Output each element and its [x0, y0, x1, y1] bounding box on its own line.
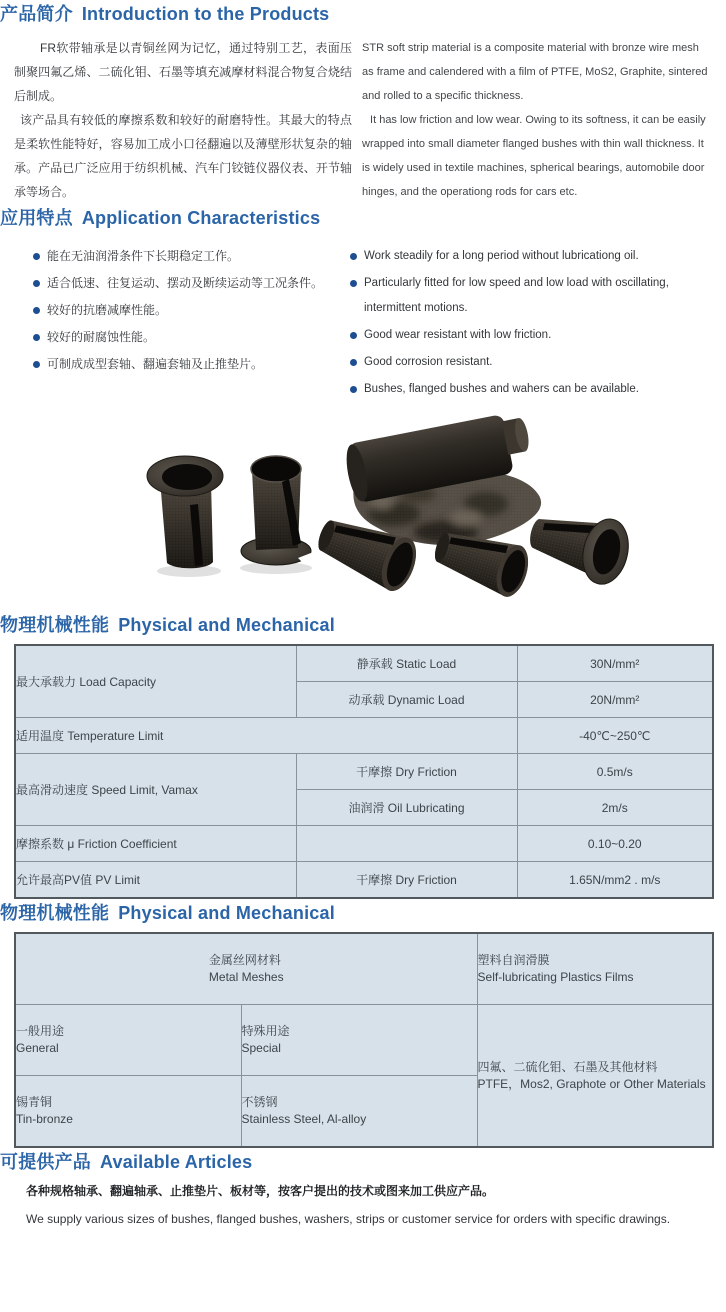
- cell-static-load-value: 30N/mm²: [517, 645, 713, 682]
- cell-film-materials: [477, 1005, 713, 1148]
- film-materials-zh: 四氟、二硫化钼、石墨及其他材料: [477, 1059, 658, 1074]
- bullet-text: 适合低速、往复运动、摆动及断续运动等工况条件。: [47, 276, 324, 290]
- list-item: [33, 271, 350, 296]
- list-item: [33, 298, 350, 323]
- film-materials-en: PTFE，Mos2, Graphote or Other Materials: [477, 1076, 706, 1091]
- heading-en: Physical and Mechanical: [118, 903, 335, 923]
- cell-friction-coefficient-label: 摩擦系数 μ Friction Coefficient: [15, 826, 296, 862]
- section-heading-application: [0, 204, 726, 230]
- cell-temperature-value: -40℃~250℃: [517, 718, 713, 754]
- cell-oil-lubricating-value: 2m/s: [517, 790, 713, 826]
- intro-paragraph-zh-2: 该产品具有较低的摩擦系数和较好的耐磨特性。其最大的特点是柔软性能特好，容易加工成小口径翻遍以及薄壁形状复杂的轴承。产品已广泛应用于纺织机械、汽车门铰链仪器仪表、开节轴承等场合。: [14, 113, 353, 199]
- table-row: [15, 754, 713, 790]
- product-photo-illustration: [14, 410, 712, 606]
- list-item: [33, 352, 350, 377]
- list-item: [350, 350, 705, 375]
- bullet-text: Good wear resistant with low friction.: [364, 329, 552, 341]
- intro-paragraph-zh-1: FR软带轴承是以青铜丝网为记忆，通过特别工艺，表面压制聚四氟乙烯、二硫化钼、石墨等填充减摩材料混合物复合烧结后制成。: [14, 41, 353, 103]
- bullet-list-zh: [33, 244, 350, 377]
- heading-zh: 可提供产品: [0, 1152, 91, 1172]
- stainless-steel-en: Stainless Steel, Al-alloy: [241, 1112, 367, 1126]
- heading-en: Physical and Mechanical: [118, 615, 335, 635]
- bullets-chinese: [14, 244, 350, 404]
- heading-zh: 物理机械性能: [0, 903, 110, 923]
- table-row: [15, 645, 713, 682]
- table-row: [15, 933, 713, 1005]
- list-item: [350, 377, 705, 402]
- general-zh: 一般用途: [16, 1024, 65, 1038]
- bullet-icon: [350, 359, 357, 366]
- cell-dry-friction-value: 0.5m/s: [517, 754, 713, 790]
- available-line-en: We supply various sizes of bushes, flanged bushes, washers, strips or customer service for orders with specific drawings.: [26, 1212, 671, 1226]
- table-row: [15, 1005, 713, 1076]
- cell-tin-bronze: [15, 1076, 241, 1148]
- cell-dry-friction-label: 干摩擦 Dry Friction: [296, 754, 517, 790]
- strip-roll: [342, 410, 541, 545]
- bullet-text: Good corrosion resistant.: [364, 356, 493, 368]
- flanged-bush-lying-3: [523, 502, 634, 589]
- application-columns: [14, 244, 712, 404]
- intro-paragraph-en-1: STR soft strip material is a composite material with bronze wire mesh as frame and calendered with a film of PTFE, MoS2, Graphite, sintered and rolled to a specific thickness.: [362, 42, 708, 102]
- general-en: General: [16, 1041, 59, 1055]
- cell-plastics-films-header: [477, 933, 713, 1005]
- bullet-text: 较好的耐腐蚀性能。: [47, 330, 156, 344]
- cell-dynamic-load-value: 20N/mm²: [517, 682, 713, 718]
- heading-en: Available Articles: [100, 1152, 253, 1172]
- bullet-text: 能在无油润滑条件下长期稳定工作。: [47, 249, 240, 263]
- intro-column-english: [362, 36, 712, 204]
- heading-zh: 应用特点: [0, 208, 73, 228]
- table-row: [15, 862, 713, 899]
- cell-dynamic-load-label: 动承载 Dynamic Load: [296, 682, 517, 718]
- bullet-icon: [350, 280, 357, 287]
- table-row: [15, 826, 713, 862]
- materials-table: [14, 932, 714, 1148]
- cell-pv-limit-label: 允许最高PV值 PV Limit: [15, 862, 296, 899]
- list-item: [33, 244, 350, 269]
- list-item: [350, 244, 705, 269]
- metal-meshes-zh: 金属丝网材料: [208, 953, 281, 967]
- bullet-text: 较好的抗磨减摩性能。: [47, 303, 168, 317]
- cell-static-load-label: 静承载 Static Load: [296, 645, 517, 682]
- heading-zh: 产品简介: [0, 4, 73, 24]
- list-item: [350, 323, 705, 348]
- bullet-text: 可制成成型套轴、翻遍套轴及止推垫片。: [47, 357, 264, 371]
- heading-en: Introduction to the Products: [81, 4, 330, 24]
- product-photo: [14, 410, 726, 611]
- bullet-icon: [33, 253, 40, 260]
- cell-friction-coefficient-value: 0.10~0.20: [517, 826, 713, 862]
- section-heading-available: [0, 1148, 726, 1174]
- bullet-icon: [33, 334, 40, 341]
- cell-temperature-label: 适用温度 Temperature Limit: [15, 718, 517, 754]
- heading-zh: 物理机械性能: [0, 615, 110, 635]
- bullet-icon: [33, 280, 40, 287]
- bullet-icon: [350, 253, 357, 260]
- metal-meshes-en: Metal Meshes: [208, 970, 284, 984]
- cell-speed-limit-label: 最高滑动速度 Speed Limit, Vamax: [15, 754, 296, 826]
- cell-pv-limit-value: 1.65N/mm2 . m/s: [517, 862, 713, 899]
- section-heading-introduction: [0, 0, 726, 26]
- cell-special: [241, 1005, 477, 1076]
- stainless-steel-zh: 不锈钢: [241, 1095, 278, 1109]
- available-line-zh: 各种规格轴承、翻遍轴承、止推垫片、板材等，按客户提出的技术或图来加工供应产品。: [26, 1184, 495, 1198]
- tin-bronze-en: Tin-bronze: [16, 1112, 73, 1126]
- heading-en: Application Characteristics: [81, 208, 321, 228]
- cell-pv-dry-friction-label: 干摩擦 Dry Friction: [296, 862, 517, 899]
- bullet-icon: [33, 307, 40, 314]
- list-item: [350, 271, 705, 321]
- physical-mechanical-table: [14, 644, 714, 899]
- cell-general: [15, 1005, 241, 1076]
- slotted-bush-standing: [240, 456, 316, 574]
- bullet-icon: [33, 361, 40, 368]
- intro-paragraph-en-2: It has low friction and low wear. Owing to its softness, it can be easily wrapped into small diameter flanged bushes with thin wall thickness. It is widely used in textile machines, spherical bearings, automobile door hinges, and the operationg rods for cars etc.: [362, 114, 706, 198]
- section-heading-physical-2: [0, 899, 726, 925]
- cell-oil-lubricating-label: 油润滑 Oil Lubricating: [296, 790, 517, 826]
- cell-stainless-steel: [241, 1076, 477, 1148]
- special-zh: 特殊用途: [241, 1024, 290, 1038]
- bullet-icon: [350, 332, 357, 339]
- tin-bronze-zh: 锡青铜: [16, 1095, 53, 1109]
- bullet-icon: [350, 386, 357, 393]
- table-row: [15, 718, 713, 754]
- intro-column-chinese: [14, 36, 352, 204]
- plastics-films-en: Self-lubricating Plastics Films: [477, 970, 634, 984]
- list-item: [33, 325, 350, 350]
- flanged-bush-standing: [147, 456, 223, 577]
- intro-columns: [14, 36, 712, 204]
- bullet-text: Particularly fitted for low speed and low load with oscillating, intermittent motions.: [364, 277, 669, 314]
- section-heading-physical-1: [0, 611, 726, 637]
- cell-empty: [296, 826, 517, 862]
- plastics-films-zh: 塑料自润滑膜: [477, 953, 550, 967]
- bullet-text: Work steadily for a long period without lubricationg oil.: [364, 250, 639, 262]
- special-en: Special: [241, 1041, 281, 1055]
- cell-metal-meshes-header: [15, 933, 477, 1005]
- cell-load-capacity-label: 最大承载力 Load Capacity: [15, 645, 296, 718]
- bullets-english: [350, 244, 705, 404]
- bullet-list-en: [350, 244, 705, 402]
- bullet-text: Bushes, flanged bushes and wahers can be available.: [364, 383, 639, 395]
